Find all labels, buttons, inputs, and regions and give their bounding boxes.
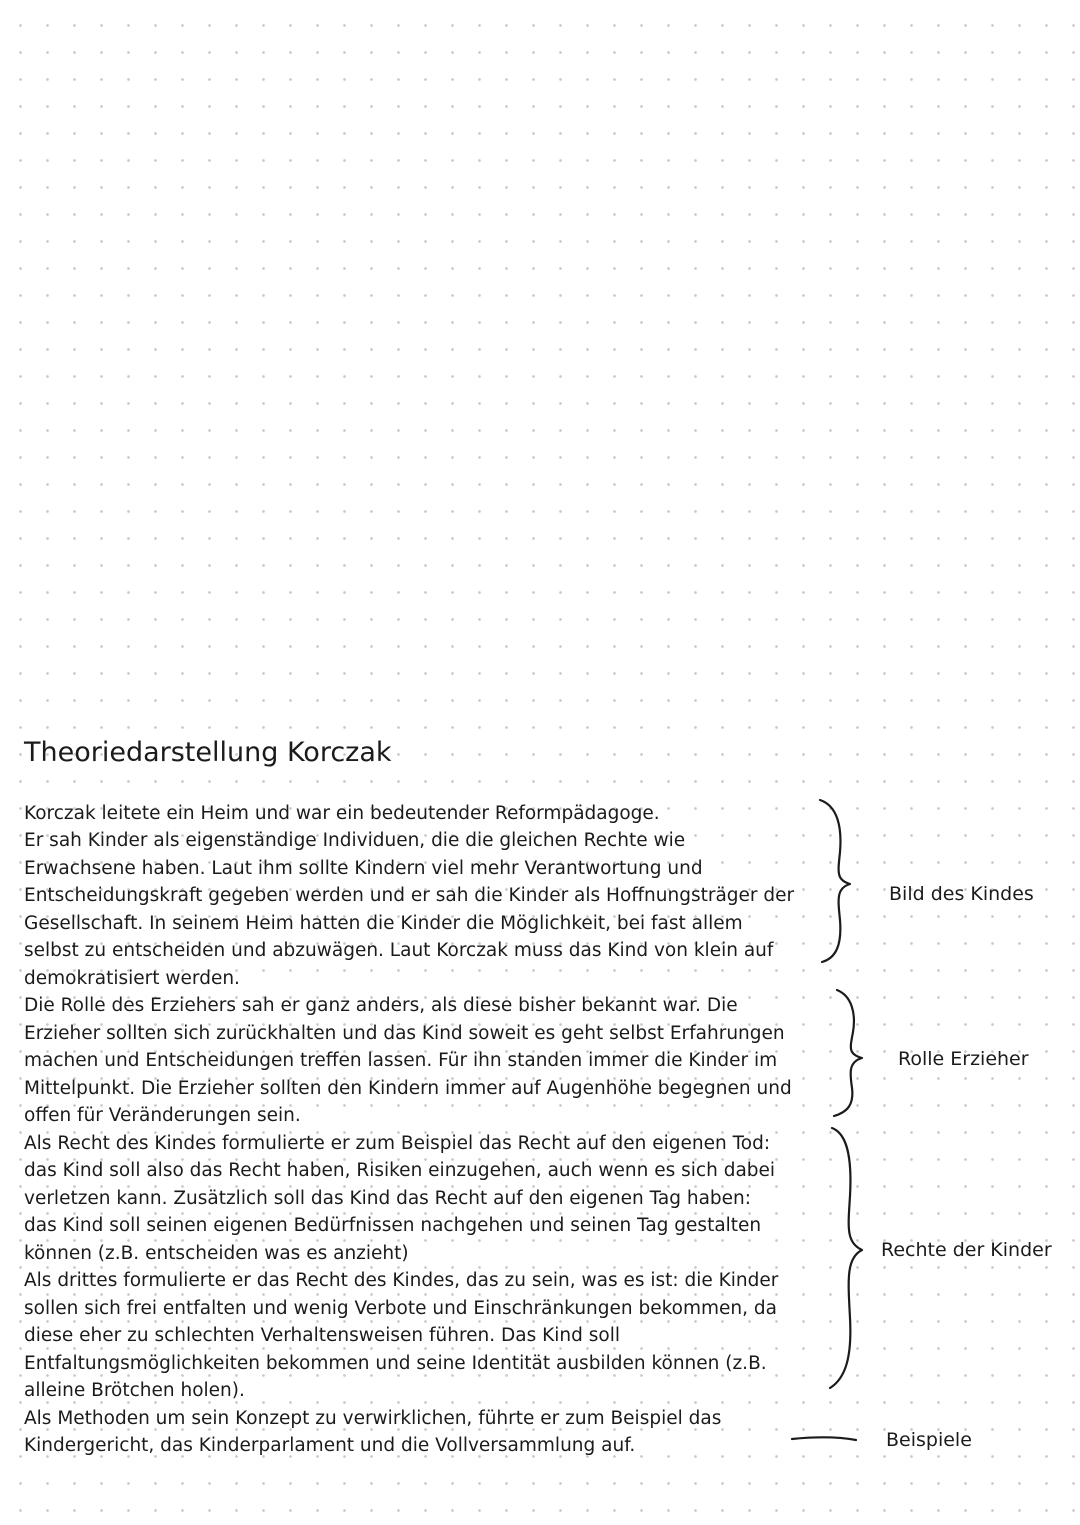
text-line: selbst zu entscheiden und abzuwägen. Laut Korczak muss das Kind von klein auf xyxy=(24,940,774,961)
label-rechte-der-kinder: Rechte der Kinder xyxy=(881,1239,1052,1261)
text-line: Mittelpunkt. Die Erzieher sollten den Kindern immer auf Augenhöhe begegnen und xyxy=(24,1078,792,1099)
text-line: das Kind soll seinen eigenen Bedürfnissen nachgehen und seinen Tag gestalten xyxy=(24,1215,762,1236)
text-line: können (z.B. entscheiden was es anzieht) xyxy=(24,1243,409,1264)
text-line: Die Rolle des Erziehers sah er ganz anders, als diese bisher bekannt war. Die xyxy=(24,995,738,1016)
text-line: offen für Veränderungen sein. xyxy=(24,1105,301,1126)
text-line: Entscheidungskraft gegeben werden und er sah die Kinder als Hoffnungsträger der xyxy=(24,885,795,906)
text-line: Erzieher sollten sich zurückhalten und das Kind soweit es geht selbst Erfahrungen xyxy=(24,1023,785,1044)
text-line: Als drittes formulierte er das Recht des Kindes, das zu sein, was es ist: die Kinder xyxy=(24,1270,779,1291)
brace-rolle-erzieher xyxy=(834,990,862,1116)
label-bild-des-kindes: Bild des Kindes xyxy=(889,883,1034,905)
text-line: Gesellschaft. In seinem Heim hatten die Kinder die Möglichkeit, bei fast allem xyxy=(24,913,743,934)
text-line: das Kind soll also das Recht haben, Risiken einzugehen, auch wenn es sich dabei xyxy=(24,1160,776,1181)
text-line: demokratisiert werden. xyxy=(24,968,240,989)
brace-bild-des-kindes xyxy=(820,800,850,962)
text-line: alleine Brötchen holen). xyxy=(24,1380,245,1401)
page-title: Theoriedarstellung Korczak xyxy=(24,737,392,768)
text-line: Als Methoden um sein Konzept zu verwirklichen, führte er zum Beispiel das xyxy=(24,1408,722,1429)
text-line: Entfaltungsmöglichkeiten bekommen und seine Identität ausbilden können (z.B. xyxy=(24,1353,767,1374)
text-line: diese eher zu schlechten Verhaltensweisen führen. Das Kind soll xyxy=(24,1325,621,1346)
text-line: verletzen kann. Zusätzlich soll das Kind das Recht auf den eigenen Tag haben: xyxy=(24,1188,752,1209)
text-line: Als Recht des Kindes formulierte er zum Beispiel das Recht auf den eigenen Tod: xyxy=(24,1133,771,1154)
text-line: Korczak leitete ein Heim und war ein bedeutender Reformpädagoge. xyxy=(24,803,660,824)
text-line: machen und Entscheidungen treffen lassen. Für ihn standen immer die Kinder im xyxy=(24,1050,778,1071)
text-line: Er sah Kinder als eigenständige Individuen, die die gleichen Rechte wie xyxy=(24,830,686,851)
text-line: sollen sich frei entfalten und wenig Verbote und Einschränkungen bekommen, da xyxy=(24,1298,777,1319)
label-rolle-erzieher: Rolle Erzieher xyxy=(898,1048,1029,1070)
brace-rechte-der-kinder xyxy=(830,1128,862,1388)
text-line: Erwachsene haben. Laut ihm sollte Kindern viel mehr Verantwortung und xyxy=(24,858,703,879)
dash-beispiele xyxy=(792,1437,856,1440)
text-line: Kindergericht, das Kinderparlament und die Vollversammlung auf. xyxy=(24,1435,636,1456)
label-beispiele: Beispiele xyxy=(886,1429,972,1451)
